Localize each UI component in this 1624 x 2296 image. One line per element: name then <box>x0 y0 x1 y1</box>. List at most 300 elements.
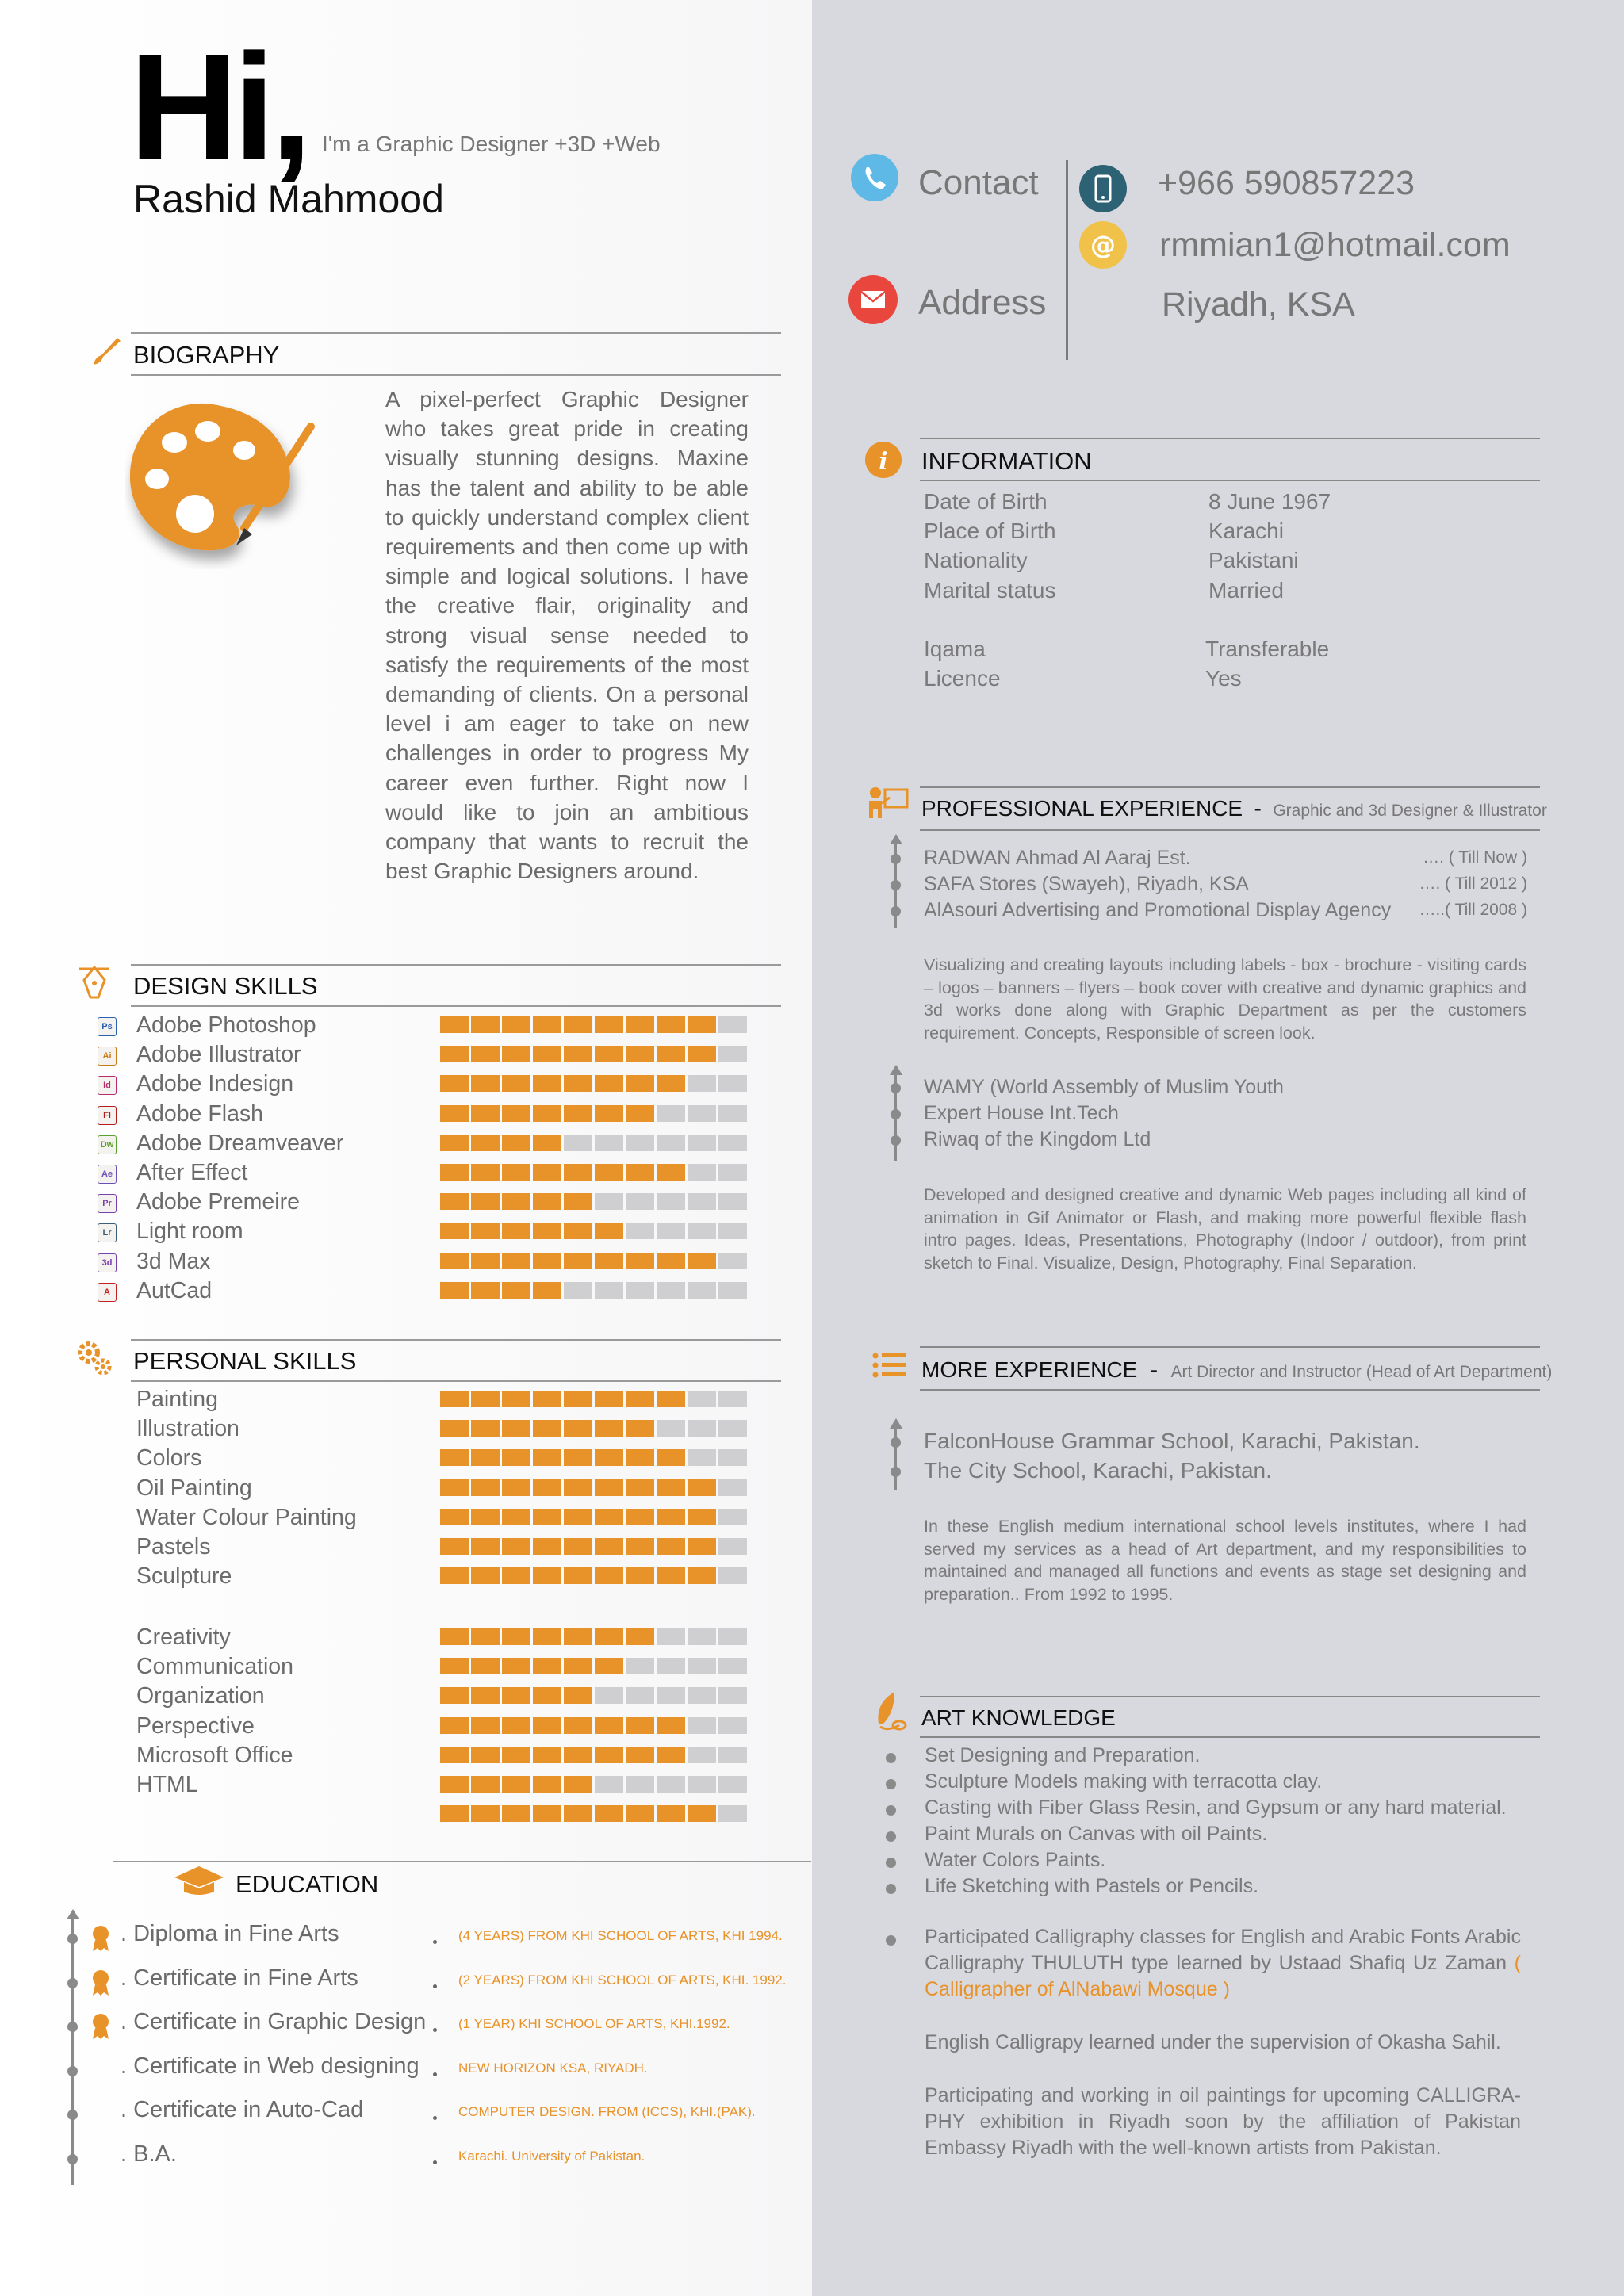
design-skill-bar-segment <box>657 1105 685 1122</box>
personal-skill-bar-segment <box>595 1687 623 1704</box>
personal-skill-bar <box>440 1567 747 1584</box>
personal-skill-bar-segment <box>502 1747 530 1763</box>
school-name: The City School, Karachi, Pakistan. <box>924 1458 1272 1483</box>
education-item-detail: NEW HORIZON KSA, RIYADH. <box>458 2060 648 2076</box>
design-skill-bar-segment <box>533 1075 561 1092</box>
personal-skill-bar-segment <box>440 1509 469 1525</box>
design-skill-label: AutCad <box>136 1277 213 1303</box>
design-skill-bar-segment <box>471 1193 500 1210</box>
personal-skill-bar-segment <box>688 1479 716 1496</box>
education-title: EDUCATION <box>236 1870 379 1898</box>
personal-skill-bar <box>440 1391 747 1407</box>
professional-paragraph-1: Visualizing and creating layouts including labels - box - brochure - visiting cards – logos – banners – flyers – book cover with creative and dynamic graphics and 3d works done along with Graphic Department as per the customers requirement. Concepts, Responsible of screen look. <box>924 955 1526 1043</box>
personal-skill-bar-segment <box>595 1658 623 1674</box>
design-skill-bar <box>440 1223 747 1239</box>
design-skill-bar-segment <box>533 1016 561 1033</box>
personal-skill-bar-segment <box>471 1479 500 1496</box>
personal-skill-bar-segment <box>533 1687 561 1704</box>
biography-title: BIOGRAPHY <box>133 341 280 369</box>
email-address[interactable]: rmmian1@hotmail.com <box>1159 226 1511 264</box>
job-timeline-dot <box>891 906 901 916</box>
design-skill-bar-segment <box>626 1016 654 1033</box>
skill-app-icon: Fl <box>98 1106 117 1125</box>
personal-skill-bar-segment <box>564 1509 592 1525</box>
calligraphy-text: Participated Calligraphy classes for English and Arabic Fonts Arabic Calligraphy THULUTH type learned by Ustaad Shafiq Uz Zaman <box>925 1926 1521 1974</box>
personal-skill-bar-segment <box>688 1747 716 1763</box>
more-experience-title-dash: - <box>1150 1357 1159 1382</box>
personal-skill-bar-segment <box>688 1628 716 1645</box>
design-skill-bar-segment <box>657 1223 685 1239</box>
art-knowledge-item: Set Designing and Preparation. <box>925 1744 1201 1766</box>
design-skill-bar-segment <box>502 1223 530 1239</box>
personal-skill-bar-segment <box>471 1538 500 1555</box>
personal-skill-bar-segment <box>471 1449 500 1466</box>
art-bullet <box>886 1753 896 1763</box>
design-skill-bar-segment <box>718 1193 747 1210</box>
design-skill-bar-segment <box>626 1105 654 1122</box>
design-skill-label: Adobe Indesign <box>136 1071 294 1097</box>
personal-skill-bar <box>440 1776 747 1793</box>
person-name: Rashid Mahmood <box>133 177 444 221</box>
more-experience-rule-bottom <box>920 1389 1540 1391</box>
personal-skill-bar-segment <box>595 1449 623 1466</box>
calligraphy-bullet <box>886 1935 896 1946</box>
personal-skill-bar-segment <box>440 1391 469 1407</box>
design-skill-bar <box>440 1193 747 1210</box>
personal-skill-bar-segment <box>502 1420 530 1437</box>
personal-skill-bar-segment <box>533 1628 561 1645</box>
design-skill-bar-segment <box>564 1193 592 1210</box>
personal-skill-bar <box>440 1628 747 1645</box>
email-icon <box>1078 220 1128 274</box>
design-skill-bar-segment <box>502 1193 530 1210</box>
skill-app-icon: Dw <box>98 1135 117 1154</box>
design-skill-bar-segment <box>688 1223 716 1239</box>
design-skill-bar-segment <box>595 1223 623 1239</box>
personal-skills-title: PERSONAL SKILLS <box>133 1347 357 1375</box>
list-icon <box>872 1351 907 1383</box>
design-skill-bar-segment <box>657 1164 685 1181</box>
design-skill-bar-segment <box>533 1046 561 1062</box>
design-skill-bar-segment <box>718 1075 747 1092</box>
calligraphy-paragraph <box>925 1924 1521 2003</box>
professional-rule-bottom <box>920 829 1540 831</box>
personal-skill-label: Pastels <box>136 1534 211 1559</box>
personal-skill-bar-segment <box>718 1687 747 1704</box>
personal-skill-bar-segment <box>688 1687 716 1704</box>
info-value: Transferable <box>1205 637 1330 661</box>
design-skill-bar-segment <box>688 1164 716 1181</box>
art-knowledge-item: Sculpture Models making with terracotta clay. <box>925 1770 1323 1793</box>
art-knowledge-item: Paint Murals on Canvas with oil Paints. <box>925 1823 1268 1845</box>
personal-skill-bar-segment <box>688 1776 716 1793</box>
personal-skill-bar-segment <box>626 1567 654 1584</box>
education-item-detail: (1 YEAR) KHI SCHOOL OF ARTS, KHI.1992. <box>458 2016 730 2031</box>
education-rule <box>113 1861 811 1862</box>
personal-skill-bar-segment <box>657 1391 685 1407</box>
personal-skill-bar-segment <box>657 1420 685 1437</box>
design-skill-bar-segment <box>657 1282 685 1299</box>
personal-skill-bar-segment <box>626 1538 654 1555</box>
presenter-icon <box>866 783 909 828</box>
personal-skill-bar-segment <box>564 1628 592 1645</box>
medal-icon <box>90 1969 112 2001</box>
personal-skill-bar-segment <box>718 1538 747 1555</box>
education-item-label: . Certificate in Fine Arts <box>121 1965 358 1991</box>
design-skill-bar-segment <box>595 1046 623 1062</box>
personal-skills-rule-bottom <box>131 1380 781 1382</box>
personal-skill-bar-segment <box>533 1776 561 1793</box>
phone-number[interactable]: +966 590857223 <box>1158 164 1415 202</box>
personal-skill-bar-segment <box>502 1449 530 1466</box>
design-skill-bar-segment <box>471 1282 500 1299</box>
personal-skill-bar-segment <box>718 1805 747 1822</box>
personal-skill-label: Sculpture <box>136 1563 232 1590</box>
personal-skill-bar-segment <box>626 1717 654 1734</box>
design-skill-bar-segment <box>657 1075 685 1092</box>
personal-skill-bar-segment <box>657 1747 685 1763</box>
personal-skill-bar-segment <box>688 1805 716 1822</box>
education-separator-dot <box>433 2116 437 2120</box>
education-timeline-dot <box>67 2022 78 2032</box>
personal-skill-bar-segment <box>718 1658 747 1674</box>
personal-skill-bar-segment <box>688 1391 716 1407</box>
design-skill-bar-segment <box>440 1253 469 1269</box>
contact-label: Contact <box>918 163 1039 202</box>
personal-skill-bar-segment <box>564 1449 592 1466</box>
design-skill-bar <box>440 1253 747 1269</box>
job-timeline-dot <box>891 880 901 890</box>
art-bullet <box>886 1831 896 1842</box>
information-rule-bottom <box>920 480 1540 481</box>
design-skill-bar-segment <box>502 1075 530 1092</box>
personal-skill-bar-segment <box>440 1658 469 1674</box>
personal-skill-bar-segment <box>533 1717 561 1734</box>
design-skill-bar-segment <box>533 1105 561 1122</box>
personal-skill-bar-segment <box>595 1747 623 1763</box>
design-skill-bar-segment <box>657 1253 685 1269</box>
personal-skill-bar-segment <box>626 1509 654 1525</box>
design-skill-bar-segment <box>564 1075 592 1092</box>
personal-skill-bar-segment <box>471 1747 500 1763</box>
personal-skill-bar-segment <box>718 1479 747 1496</box>
job-name: Riwaq of the Kingdom Ltd <box>924 1128 1151 1150</box>
design-skills-title: DESIGN SKILLS <box>133 972 318 1000</box>
calligraphy-mosque: ( Calligrapher of AlNabawi Mosque ) <box>925 1952 1521 2000</box>
personal-skill-bar-segment <box>440 1717 469 1734</box>
design-skill-bar-segment <box>502 1282 530 1299</box>
biography-text: A pixel-perfect Graphic Designer who takes great pride in creating visually stunning designs. Maxine has the talent and ability to be able to quickly understand complex client requirements and then come up with simple and logical solutions. I have the creative flair, originality and strong visual sense needed to satisfy the requirements of the most demanding of clients. On a personal level i am eager to take on new challenges in order to progress My career even further. Right now I would like to join an ambitious company that wants to recruit the best Graphic Designers around. <box>385 387 749 884</box>
personal-skill-bar-segment <box>595 1776 623 1793</box>
personal-skill-bar-segment <box>595 1628 623 1645</box>
personal-skill-bar-segment <box>471 1391 500 1407</box>
education-timeline-dot <box>67 2154 78 2164</box>
design-skill-bar-segment <box>502 1105 530 1122</box>
education-item-detail: Karachi. University of Pakistan. <box>458 2148 645 2164</box>
personal-skill-bar-segment <box>718 1717 747 1734</box>
english-calligraphy: English Calligrapy learned under the supervision of Okasha Sahil. <box>925 2031 1501 2053</box>
personal-skill-bar-segment <box>533 1420 561 1437</box>
personal-skill-bar-segment <box>657 1776 685 1793</box>
design-skill-bar-segment <box>471 1105 500 1122</box>
personal-skill-bar-segment <box>718 1391 747 1407</box>
design-skill-bar-segment <box>564 1223 592 1239</box>
personal-skill-bar-segment <box>502 1687 530 1704</box>
svg-text:@: @ <box>1090 230 1116 260</box>
design-skill-bar-segment <box>471 1223 500 1239</box>
job-period: …. ( Till Now ) <box>1423 848 1527 867</box>
personal-skill-bar-segment <box>626 1747 654 1763</box>
personal-skill-bar-segment <box>595 1567 623 1584</box>
design-skill-bar-segment <box>718 1164 747 1181</box>
personal-skill-bar-segment <box>626 1687 654 1704</box>
personal-skill-bar-segment <box>718 1449 747 1466</box>
art-knowledge-item: Casting with Fiber Glass Resin, and Gypsum or any hard material. <box>925 1797 1507 1819</box>
personal-skill-bar-segment <box>440 1776 469 1793</box>
personal-skill-label: Perspective <box>136 1712 255 1739</box>
more-experience-title-text: MORE EXPERIENCE <box>921 1357 1138 1382</box>
design-skill-bar-segment <box>564 1164 592 1181</box>
brush-icon <box>89 335 122 372</box>
design-skill-bar-segment <box>595 1105 623 1122</box>
graduation-cap-icon <box>173 1863 225 1902</box>
personal-skill-bar-segment <box>564 1538 592 1555</box>
personal-skill-bar-segment <box>471 1567 500 1584</box>
education-item-detail: COMPUTER DESIGN. FROM (ICCS), KHI.(PAK). <box>458 2104 756 2119</box>
personal-skill-label: Water Colour Painting <box>136 1504 357 1530</box>
personal-skill-bar-segment <box>657 1538 685 1555</box>
education-item-detail: (2 YEARS) FROM KHI SCHOOL OF ARTS, KHI. 1992. <box>458 1972 787 1988</box>
design-skill-label: Light room <box>136 1219 243 1245</box>
medal-icon <box>90 2012 112 2045</box>
art-knowledge-title: ART KNOWLEDGE <box>921 1705 1116 1730</box>
personal-skill-label: Colors <box>136 1445 202 1471</box>
art-knowledge-item: Life Sketching with Pastels or Pencils. <box>925 1875 1259 1897</box>
skill-app-icon: Ps <box>98 1017 117 1036</box>
personal-skill-bar-segment <box>533 1479 561 1496</box>
design-skill-bar-segment <box>564 1135 592 1151</box>
personal-skill-bar-segment <box>440 1628 469 1645</box>
personal-skill-bar-segment <box>533 1449 561 1466</box>
personal-skill-bar-segment <box>595 1479 623 1496</box>
professional-paragraph-2: Developed and designed creative and dynamic Web pages including all kind of animation in Gif Animator or Flash, and making more powerful flexible flash intro pages. Ideas, Presentations, Photography (Indoor / outdoor), from print sketch to Final. Visualize, Design, Photography, Final Separation. <box>924 1185 1526 1272</box>
info-key: Place of Birth <box>924 519 1056 544</box>
education-timeline-dot <box>67 2066 78 2076</box>
design-skill-bar-segment <box>657 1135 685 1151</box>
skill-app-icon: A <box>98 1283 117 1302</box>
education-separator-dot <box>433 1940 437 1944</box>
more-experience-paragraph: In these English medium international school levels institutes, where I had served my services as a head of Art department, and my responsibilities to maintained and managed all functions and events as stage set designing and preparation.. From 1992 to 1995. <box>924 1517 1526 1604</box>
design-skills-rule-top <box>131 964 781 966</box>
personal-skill-bar-segment <box>657 1449 685 1466</box>
palette-icon <box>125 395 331 573</box>
more-experience-subtitle: Art Director and Instructor (Head of Art Department) <box>1170 1363 1553 1381</box>
art-knowledge-item: Water Colors Paints. <box>925 1849 1106 1871</box>
personal-skill-bar-segment <box>471 1717 500 1734</box>
design-skill-bar-segment <box>471 1046 500 1062</box>
information-rule-top <box>920 438 1540 439</box>
design-skill-bar-segment <box>657 1193 685 1210</box>
education-separator-dot <box>433 2160 437 2164</box>
art-bullet <box>886 1884 896 1894</box>
personal-skill-bar-segment <box>657 1805 685 1822</box>
design-skill-bar-segment <box>564 1282 592 1299</box>
education-separator-dot <box>433 2072 437 2076</box>
design-skill-bar-segment <box>718 1016 747 1033</box>
info-value: Yes <box>1205 666 1242 691</box>
design-skill-bar <box>440 1135 747 1151</box>
design-skill-bar-segment <box>718 1253 747 1269</box>
design-skill-bar-segment <box>688 1075 716 1092</box>
personal-skill-bar-segment <box>533 1805 561 1822</box>
personal-skill-bar-segment <box>626 1479 654 1496</box>
personal-skill-label: Painting <box>136 1387 218 1412</box>
job-timeline-dot <box>891 1109 901 1119</box>
art-knowledge-rule-top <box>920 1696 1540 1697</box>
art-bullet <box>886 1858 896 1868</box>
personal-skill-bar-segment <box>595 1391 623 1407</box>
job-name: WAMY (World Assembly of Muslim Youth <box>924 1076 1284 1098</box>
job-period: …..( Till 2008 ) <box>1419 901 1527 919</box>
skill-app-icon: Id <box>98 1076 117 1095</box>
more-experience-rule-top <box>920 1346 1540 1348</box>
personal-skill-bar-segment <box>564 1391 592 1407</box>
info-icon <box>864 441 902 483</box>
personal-skill-bar-segment <box>440 1747 469 1763</box>
personal-skill-bar-segment <box>688 1420 716 1437</box>
personal-skill-bar-segment <box>564 1479 592 1496</box>
personal-skill-bar-segment <box>657 1567 685 1584</box>
personal-skill-bar-segment <box>564 1717 592 1734</box>
personal-skill-bar-segment <box>502 1479 530 1496</box>
personal-skill-bar-segment <box>471 1509 500 1525</box>
design-skill-bar-segment <box>440 1016 469 1033</box>
education-item-label: . Certificate in Auto-Cad <box>121 2097 364 2122</box>
education-timeline <box>71 1917 74 2185</box>
design-skill-bar <box>440 1016 747 1033</box>
exhibition-paragraph: Participating and working in oil paintings for upcoming CALLIGRA-PHY exhibition in Riyadh soon by the affiliation of Pakistan Embassy Riyadh with the well-known artists from Pakistan. <box>925 2084 1521 2159</box>
personal-skill-bar-segment <box>595 1717 623 1734</box>
schools-timeline <box>894 1426 897 1490</box>
art-bullet <box>886 1805 896 1816</box>
education-item-label: . Certificate in Web designing <box>121 2053 419 2079</box>
design-skill-bar-segment <box>533 1282 561 1299</box>
personal-skill-bar-segment <box>718 1509 747 1525</box>
personal-skill-bar-segment <box>440 1567 469 1584</box>
personal-skill-bar-segment <box>688 1658 716 1674</box>
design-skill-bar-segment <box>657 1046 685 1062</box>
personal-skill-bar-segment <box>502 1628 530 1645</box>
design-skill-bar-segment <box>626 1135 654 1151</box>
address-mail-icon <box>848 274 898 329</box>
skill-app-icon: 3d <box>98 1253 117 1272</box>
personal-skill-bar-segment <box>657 1628 685 1645</box>
education-separator-dot <box>433 1984 437 1988</box>
address-label: Address <box>918 283 1047 322</box>
design-skill-bar-segment <box>502 1253 530 1269</box>
info-value: Pakistani <box>1208 548 1299 573</box>
personal-skill-label: Organization <box>136 1683 265 1709</box>
education-timeline-dot <box>67 1934 78 1944</box>
design-skill-bar-segment <box>718 1046 747 1062</box>
design-skill-bar-segment <box>471 1075 500 1092</box>
design-skill-bar <box>440 1075 747 1092</box>
info-key: Nationality <box>924 548 1028 573</box>
greeting-heading: Hi, <box>129 23 308 191</box>
design-skill-bar-segment <box>718 1282 747 1299</box>
design-skill-bar-segment <box>440 1223 469 1239</box>
personal-skill-bar-segment <box>564 1658 592 1674</box>
design-skill-bar-segment <box>502 1135 530 1151</box>
job-name: RADWAN Ahmad Al Aaraj Est. <box>924 847 1191 869</box>
design-skill-bar-segment <box>688 1046 716 1062</box>
job-name: AlAsouri Advertising and Promotional Display Agency <box>924 899 1392 921</box>
personal-skill-bar-segment <box>440 1805 469 1822</box>
design-skill-bar-segment <box>564 1105 592 1122</box>
design-skill-bar-segment <box>502 1046 530 1062</box>
personal-skill-label: HTML <box>136 1772 198 1797</box>
design-skill-bar-segment <box>718 1135 747 1151</box>
personal-skill-bar-segment <box>502 1538 530 1555</box>
personal-skill-bar-segment <box>502 1509 530 1525</box>
design-skill-bar-segment <box>688 1135 716 1151</box>
design-skill-bar-segment <box>595 1164 623 1181</box>
design-skill-bar-segment <box>688 1253 716 1269</box>
job-name: Expert House Int.Tech <box>924 1102 1119 1124</box>
personal-skill-bar-segment <box>657 1717 685 1734</box>
education-timeline-dot <box>67 2110 78 2120</box>
art-bullet <box>886 1779 896 1789</box>
design-skill-bar-segment <box>533 1223 561 1239</box>
gears-icon <box>75 1338 114 1382</box>
design-skill-label: After Effect <box>136 1160 248 1185</box>
personal-skill-label: Microsoft Office <box>136 1742 293 1768</box>
design-skill-bar-segment <box>440 1282 469 1299</box>
education-timeline-dot <box>67 1978 78 1988</box>
contact-divider <box>1066 160 1068 360</box>
art-knowledge-rule-bottom <box>920 1736 1540 1738</box>
personal-skill-bar-segment <box>626 1420 654 1437</box>
design-skill-bar-segment <box>440 1075 469 1092</box>
personal-skill-bar-segment <box>440 1687 469 1704</box>
personal-skill-bar-segment <box>440 1449 469 1466</box>
design-skill-bar-segment <box>688 1193 716 1210</box>
design-skill-bar-segment <box>718 1105 747 1122</box>
design-skill-bar-segment <box>471 1164 500 1181</box>
personal-skill-bar-segment <box>564 1747 592 1763</box>
info-value: 8 June 1967 <box>1208 489 1331 514</box>
design-skill-bar-segment <box>440 1046 469 1062</box>
professional-subtitle: Graphic and 3d Designer & Illustrator <box>1273 802 1547 820</box>
design-skill-bar-segment <box>440 1105 469 1122</box>
info-value: Married <box>1208 577 1284 603</box>
design-skill-bar-segment <box>595 1253 623 1269</box>
personal-skill-bar-segment <box>718 1420 747 1437</box>
info-key: Licence <box>924 666 1001 691</box>
personal-skill-bar-segment <box>502 1717 530 1734</box>
job-timeline-dot <box>891 1135 901 1146</box>
design-skill-bar <box>440 1164 747 1181</box>
design-skill-label: 3d Max <box>136 1248 211 1274</box>
design-skill-bar <box>440 1046 747 1062</box>
design-skill-bar-segment <box>533 1164 561 1181</box>
personal-skill-bar-segment <box>502 1391 530 1407</box>
design-skill-bar-segment <box>626 1075 654 1092</box>
school-timeline-dot <box>891 1467 901 1477</box>
biography-rule-top <box>131 332 781 334</box>
personal-skill-bar-segment <box>626 1391 654 1407</box>
personal-skill-bar-segment <box>471 1420 500 1437</box>
